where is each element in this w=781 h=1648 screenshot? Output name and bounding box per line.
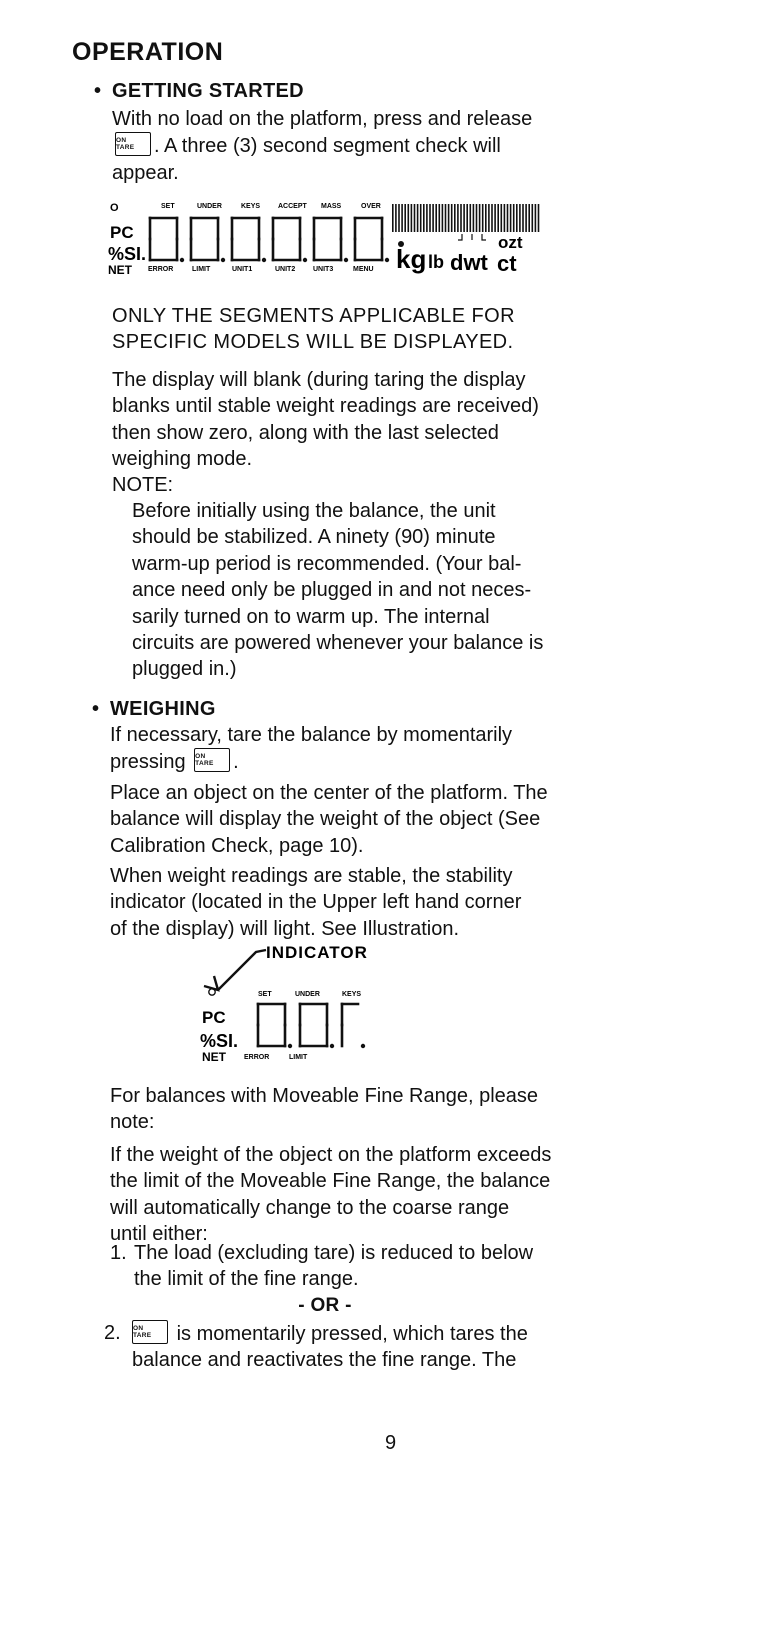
label-menu: MENU [353, 266, 374, 273]
indicator-illustration [196, 936, 416, 1066]
weighing-text: If necessary, tare the balance by momentarily pressing ON TARE . Place an object on the center of the platform. The balance will display the weight of the object (See Calibration Check, page 10). When weight readings are stable, the stability indicator (located in the Upper left hand corner of the display) will light. See Illustration. [110, 724, 548, 940]
section-title-weighing: WEIGHING [110, 698, 216, 720]
bargraph-tick [463, 204, 465, 232]
unit-lb: lb [428, 252, 444, 272]
fine-range-text: For balances with Moveable Fine Range, please note: If the weight of the object on the platform exceeds the limit of the Moveable Fine Range, the balance will automatically change to the coarse range until either: [110, 1085, 552, 1246]
bargraph-tick [522, 204, 524, 232]
label-unit3: UNIT3 [313, 266, 334, 273]
label-accept: ACCEPT [278, 203, 307, 210]
label-mass: MASS [321, 203, 342, 210]
bargraph-tick [404, 204, 406, 232]
bargraph-tick [426, 204, 428, 232]
bargraph-tick [535, 204, 537, 232]
unit-dwt: dwt [450, 250, 488, 275]
label-set: SET [258, 991, 272, 998]
pc-symbol: PC [202, 1008, 226, 1027]
label-under: UNDER [197, 203, 222, 210]
decimal-point [344, 258, 348, 262]
bargraph-tick [442, 204, 444, 232]
bargraph-tick [429, 204, 431, 232]
bargraph-tick [501, 204, 503, 232]
decimal-point [180, 258, 184, 262]
bargraph-tick [470, 204, 472, 232]
bargraph-tick [528, 204, 530, 232]
decimal-point [288, 1044, 292, 1048]
bargraph-tick [454, 204, 456, 232]
bargraph-tick [497, 204, 499, 232]
pc-symbol: PC [110, 223, 134, 242]
unit-ozt: ozt [498, 233, 523, 252]
list-item-1-number: 1. [110, 1242, 127, 1264]
zero-indicator: O [110, 202, 119, 214]
label-error: ERROR [244, 1054, 270, 1061]
indicator-pointer-line [218, 950, 266, 990]
bargraph-tick [432, 204, 434, 232]
stability-indicator-icon [209, 989, 215, 995]
bargraph-tick [519, 204, 521, 232]
decimal-point [303, 258, 307, 262]
bargraph-tick [513, 204, 515, 232]
bargraph-tick [395, 204, 397, 232]
small-tick-marks [458, 234, 486, 240]
label-error: ERROR [148, 266, 174, 273]
list-item-2-number: 2. [104, 1322, 121, 1344]
bargraph-tick [494, 204, 496, 232]
bargraph-tick [491, 204, 493, 232]
bargraph-tick [504, 204, 506, 232]
label-over: OVER [361, 203, 381, 210]
bargraph-tick [525, 204, 527, 232]
bargraph-tick [435, 204, 437, 232]
bargraph-tick [408, 204, 410, 232]
getting-started-text: With no load on the platform, press and release ON TARE . A three (3) second segment check will appear. [112, 108, 533, 184]
bargraph-tick [516, 204, 518, 232]
bargraph-tick [538, 204, 540, 232]
bargraph-tick [445, 204, 447, 232]
decimal-point [385, 258, 389, 262]
bargraph-tick [485, 204, 487, 232]
bargraph-tick [411, 204, 413, 232]
label-keys: KEYS [241, 203, 261, 210]
list-item-1: The load (excluding tare) is reduced to below the limit of the fine range. [134, 1242, 534, 1291]
bargraph-tick [473, 204, 475, 232]
bargraph-tick [423, 204, 425, 232]
label-set: SET [161, 203, 175, 210]
or-separator: - OR - [298, 1295, 352, 1316]
bargraph-tick [420, 204, 422, 232]
net-symbol: NET [202, 1050, 226, 1064]
bargraph-tick [510, 204, 512, 232]
bargraph-tick [476, 204, 478, 232]
unit-kg: kg [396, 244, 427, 274]
list-item-2: ON TARE is momentarily pressed, which tares the balance and reactivates the fine range. The [132, 1320, 560, 1374]
percent-si-symbol: %SI. [200, 1031, 239, 1051]
on-tare-key-icon: ON TARE [132, 1320, 168, 1344]
display-blank-paragraph: The display will blank (during taring the display blanks until stable weight readings are received) then show zero, along with the last selected weighing mode. [112, 369, 539, 471]
bargraph-tick [460, 204, 462, 232]
page-heading: OPERATION [72, 38, 224, 66]
seven-segment-digits [150, 218, 389, 262]
seven-segment-digits [258, 1004, 365, 1048]
on-tare-key-icon: ON TARE [115, 132, 151, 156]
on-tare-key-icon: ON TARE [194, 748, 230, 772]
decimal-point [262, 258, 266, 262]
label-under: UNDER [295, 991, 320, 998]
label-limit: LIMIT [192, 266, 211, 273]
bargraph-tick [398, 204, 400, 232]
arrow-icon [204, 976, 218, 990]
bargraph-tick [507, 204, 509, 232]
bargraph-tick [488, 204, 490, 232]
note-label: NOTE: [112, 474, 174, 496]
bullet: • [92, 698, 100, 720]
percent-si-symbol: %SI. [108, 244, 147, 264]
bargraph-tick [451, 204, 453, 232]
note-text: Before initially using the balance, the unit should be stabilized. A ninety (90) minute warm-up period is recommended. (Your bal- ance need only be plugged in and not neces- sarily turned on to warm up. The internal circuits are powered whenever your balance is plugged in.) [132, 500, 544, 681]
section-title-getting-started: GETTING STARTED [112, 80, 304, 102]
bargraph-tick [482, 204, 484, 232]
label-unit1: UNIT1 [232, 266, 253, 273]
page-number: 9 [384, 1432, 397, 1454]
bargraph-tick [532, 204, 534, 232]
unit-ct: ct [497, 251, 517, 276]
decimal-point [330, 1044, 334, 1048]
bargraph-tick [457, 204, 459, 232]
segment-check-display [100, 196, 550, 284]
bargraph-tick [448, 204, 450, 232]
bargraph-tick [392, 204, 394, 232]
bargraph-tick [401, 204, 403, 232]
label-keys: KEYS [342, 991, 362, 998]
label-limit: LIMIT [289, 1054, 308, 1061]
net-symbol: NET [108, 263, 132, 277]
segments-note: ONLY THE SEGMENTS APPLICABLE FOR SPECIFIC MODELS WILL BE DISPLAYED. [112, 305, 515, 353]
label-unit2: UNIT2 [275, 266, 296, 273]
bullet: • [94, 80, 102, 102]
decimal-point [361, 1044, 365, 1048]
bargraph-tick [417, 204, 419, 232]
bargraph-tick [479, 204, 481, 232]
indicator-label: INDICATOR [266, 943, 368, 962]
bargraph-tick [439, 204, 441, 232]
bargraph [392, 204, 539, 232]
bargraph-tick [414, 204, 416, 232]
bargraph-tick [466, 204, 468, 232]
decimal-point [221, 258, 225, 262]
